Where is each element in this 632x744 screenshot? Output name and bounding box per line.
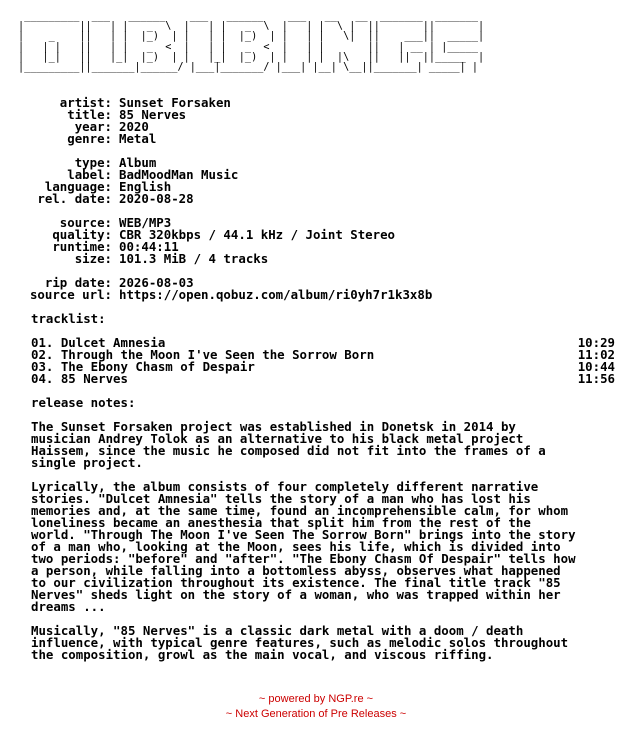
track-title: 04. 85 Nerves: [31, 371, 128, 386]
info-label: label:: [67, 167, 112, 182]
info-value: 2020: [119, 119, 149, 134]
info-row: [18, 193, 618, 205]
release-notes-paragraph-2: Lyrically, the album consists of four completely different narrative stories. "Dulcet Amnesia" tells the story of a man who has lost his memories and, at the same time, found an incomprehensible calm, for whom loneliness became an anesthesia that split him from the rest of the world. "Through The Moon I've Seen The Sorrow Born" brings into the story of a man who, looking at the Moon, sees his life, which is divided into two periods: "before" and "after". "The Ebony Chasm Of Despair" tells how a person, while falling into a bottomless abyss, observes what happened to our civilization throughout its existence. The final title track "85 Nerves" sheds light on the story of a woman, who was trapped within her dreams ...: [31, 479, 576, 614]
info-label: artist:: [59, 95, 112, 110]
info-label: source url:: [29, 287, 112, 302]
info-label: genre:: [67, 131, 112, 146]
info-value: 2020-08-28: [119, 191, 194, 206]
release-notes-paragraph-1: The Sunset Forsaken project was established in Donetsk in 2014 by musician Andrey Tolok as an alternative to his black metal project Haissem, since the music he composed did not fit into the frames of a single project.: [31, 419, 546, 470]
track-title: 02. Through the Moon I've Seen the Sorrow Born: [31, 347, 375, 362]
track-duration: 11:02: [577, 347, 615, 362]
info-value: 00:44:11: [119, 239, 179, 254]
footer-tagline: ~ Next Generation of Pre Releases ~: [225, 708, 407, 720]
info-label: rip date:: [44, 275, 112, 290]
info-label: type:: [74, 155, 112, 170]
info-value: Album: [119, 155, 157, 170]
info-label: source:: [59, 215, 112, 230]
footer-powered-by: ~ powered by NGP.re ~: [258, 693, 374, 705]
info-value: English: [119, 179, 172, 194]
track-title: 03. The Ebony Chasm of Despair: [31, 359, 255, 374]
info-label: runtime:: [52, 239, 112, 254]
track-duration: 10:44: [577, 359, 615, 374]
ascii-logo: _________ ___ ______ ___ ______ ___ __ __ _______ _______ | || | | _ \ | | | _ \ | | | \ | || || | | _ || | | |_) | | | | |_) | | | | \| || ___|| _____| | | | || | | _ < | | | _ < | | | || | __ | |_____ | |_| || |_| |_) | | |_| |_) | | | | |\ || || ||_____ | |_________||_______|______/ |___|_______/ |___| |__| \__||_______| _____| |: [18, 11, 485, 74]
release-notes-paragraph-3: Musically, "85 Nerves" is a classic dark metal with a doom / death influence, with typical genre features, such as melodic solos throughout the composition, growl as the main vocal, and viscous riffing.: [31, 623, 569, 662]
info-value: Metal: [119, 131, 157, 146]
info-label: size:: [74, 251, 112, 266]
track-duration: 10:29: [577, 335, 615, 350]
tracklist-heading: tracklist:: [31, 311, 106, 326]
info-value: 2026-08-03: [119, 275, 194, 290]
track-row: [31, 373, 615, 385]
info-label: language:: [44, 179, 112, 194]
info-label: title:: [67, 107, 112, 122]
source-url-link[interactable]: https://open.qobuz.com/album/ri0yh7r1k3x8b: [119, 287, 433, 302]
info-label: rel. date:: [37, 191, 112, 206]
info-value: 85 Nerves: [119, 107, 187, 122]
info-row: [18, 289, 618, 301]
info-value: Sunset Forsaken: [119, 95, 231, 110]
release-notes-heading: release notes:: [31, 395, 136, 410]
info-value: CBR 320kbps / 44.1 kHz / Joint Stereo: [119, 227, 396, 242]
info-value: BadMoodMan Music: [119, 167, 239, 182]
info-value: 101.3 MiB / 4 tracks: [119, 251, 269, 266]
track-duration: 11:56: [577, 371, 615, 386]
track-title: 01. Dulcet Amnesia: [31, 335, 166, 350]
info-value: WEB/MP3: [119, 215, 172, 230]
info-row: [18, 253, 618, 265]
info-label: year:: [74, 119, 112, 134]
info-row: [18, 133, 618, 145]
info-label: quality:: [52, 227, 112, 242]
